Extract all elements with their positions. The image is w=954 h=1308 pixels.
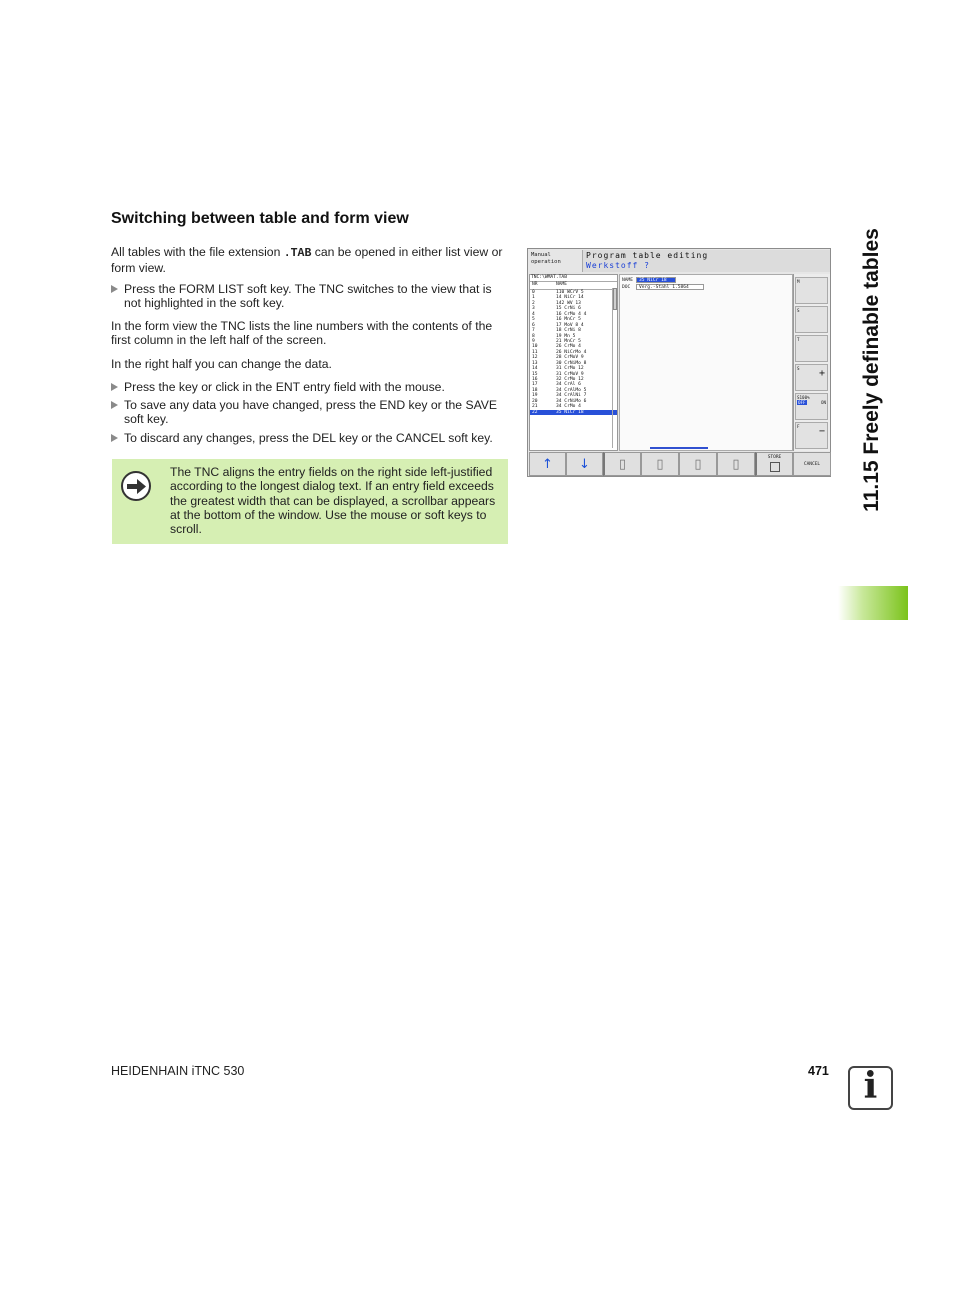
intro-text-before: All tables with the file extension: [111, 245, 284, 259]
row-name: 110 WCrV 5: [556, 290, 584, 295]
program-title: [582, 250, 830, 272]
page-up-icon: ▯: [694, 457, 702, 472]
form-panel: [619, 274, 793, 451]
tnc-screenshot: [527, 248, 831, 477]
bullet-triangle-icon: [111, 285, 118, 293]
bullet-text: Press the key or click in the ENT entry field with the mouse.: [124, 380, 445, 394]
side-label-off: OFF: [798, 400, 806, 405]
row-nr: 22: [532, 409, 538, 415]
side-label-s: S: [797, 308, 800, 313]
title-line-1: Program table editing: [586, 251, 709, 260]
row-name: 26 CrMo 4: [556, 344, 581, 350]
footer-brand: HEIDENHAIN iTNC 530: [111, 1064, 245, 1078]
row-name: 15 CrNi 6: [556, 306, 581, 312]
side-key-f-minus[interactable]: [795, 422, 828, 449]
table-rows: [530, 290, 617, 415]
row-name: 34 CrMo 4: [556, 404, 581, 410]
minus-icon: −: [818, 426, 825, 437]
row-name: 35 NiCr 18: [556, 409, 584, 415]
row-name: 14 NiCr 14: [556, 295, 584, 301]
row-nr: 16: [532, 377, 538, 382]
side-key-s[interactable]: [795, 306, 828, 333]
form-view-paragraph: In the form view the TNC lists the line numbers with the contents of the first column in the left half of the screen.: [111, 319, 493, 348]
row-nr: 11: [532, 349, 538, 355]
vertical-scrollbar[interactable]: [612, 288, 618, 448]
softkey-cancel[interactable]: [793, 452, 831, 476]
bullet-triangle-icon: [111, 434, 118, 442]
field-name-input[interactable]: 35 NiCr 18: [636, 277, 676, 283]
file-extension: .TAB: [283, 247, 312, 260]
row-nr: 12: [532, 355, 538, 361]
softkey-page-begin[interactable]: [603, 452, 641, 476]
row-nr: 20: [532, 398, 538, 404]
right-half-paragraph: In the right half you can change the data.: [111, 357, 332, 371]
row-name: 30 CrNiMo 8: [556, 360, 587, 366]
bullet-item-ent: [111, 380, 509, 394]
col-name: NAME: [556, 282, 568, 287]
row-nr: 18: [532, 387, 538, 393]
row-nr: 8: [532, 333, 535, 339]
row-name: 31 CrMoV 9: [556, 371, 584, 377]
mode-label: [529, 250, 581, 272]
store-label: STORE: [767, 455, 782, 460]
row-name: 34 CrAlNi 7: [556, 393, 587, 399]
note-text: The TNC aligns the entry fields on the right side left-justified according to the longest dialog text. If an entry field exceeds the greatest width that can be displayed, a scrollbar appears at the bottom of the window. Use the mouse or soft keys to scroll.: [170, 465, 496, 537]
row-nr: 9: [532, 338, 535, 344]
row-nr: 2: [532, 300, 535, 306]
row-nr: 15: [532, 371, 538, 377]
save-disk-icon: [770, 462, 780, 472]
side-key-spindle[interactable]: [795, 393, 828, 420]
softkey-page-down[interactable]: [717, 452, 755, 476]
row-name: 16 MnCr 5: [556, 317, 581, 323]
bullet-item-cancel: [111, 431, 509, 445]
row-nr: 14: [532, 366, 538, 372]
row-name: 34 CrAl 6: [556, 382, 581, 388]
bullet-text: Press the FORM LIST soft key. The TNC switches to the view that is not highlighted in the soft key.: [124, 282, 492, 311]
softkey-page-up[interactable]: [679, 452, 717, 476]
plus-icon: +: [818, 368, 825, 379]
side-softkeys: [793, 274, 830, 451]
bullet-text: To discard any changes, press the DEL key or the CANCEL soft key.: [124, 431, 493, 445]
row-nr: 10: [532, 344, 538, 350]
row-name: 34 CrNiMo 6: [556, 398, 587, 404]
mode-line-1: Manual: [531, 252, 551, 258]
chapter-sidebar: [836, 200, 908, 540]
cancel-label: CANCEL: [803, 462, 821, 467]
col-nr: NR: [532, 282, 538, 287]
side-label-on: ON: [820, 400, 826, 405]
bullet-item-save: [111, 398, 509, 427]
file-path: TNC:\WMAT.TAB: [531, 275, 567, 280]
bullet-triangle-icon: [111, 401, 118, 409]
page-begin-icon: ▯: [618, 457, 627, 472]
scroll-thumb[interactable]: [613, 288, 617, 310]
bullet-triangle-icon: [111, 383, 118, 391]
title-line-2: Werkstoff ?: [586, 261, 650, 270]
softkey-down[interactable]: [566, 452, 603, 476]
horizontal-scrollbar[interactable]: [650, 447, 708, 449]
intro-paragraph: [111, 245, 509, 276]
softkey-bar: [529, 452, 831, 476]
row-name: 16 CrMo 4 4: [556, 311, 587, 317]
side-key-m[interactable]: [795, 277, 828, 304]
bullet-item-form-list: [111, 282, 509, 311]
row-name: 32 CrMo 12: [556, 377, 584, 382]
row-nr: 13: [532, 360, 538, 366]
list-panel: [529, 274, 618, 451]
column-header: [530, 281, 617, 290]
side-label-m: M: [797, 279, 800, 284]
section-heading: Switching between table and form view: [111, 210, 409, 227]
row-nr: 17: [532, 382, 538, 388]
field-name-label: NAME: [622, 278, 634, 283]
arrow-right-icon: [121, 471, 151, 501]
row-name: 21 MnCr 5: [556, 338, 581, 344]
table-row[interactable]: [530, 410, 617, 415]
row-nr: 5: [532, 317, 535, 323]
softkey-store[interactable]: [755, 452, 793, 476]
side-key-t[interactable]: [795, 335, 828, 362]
page-down-icon: ▯: [732, 457, 740, 472]
row-name: 17 MoV 8 4: [556, 322, 584, 328]
row-name: 142 WV 13: [556, 300, 581, 306]
field-doc-input[interactable]: Verg.-Stahl 1.5864: [636, 284, 704, 290]
row-nr: 7: [532, 328, 535, 334]
row-name: 31 CrMo 12: [556, 366, 584, 372]
arrow-down-icon: ↓: [579, 457, 590, 472]
side-label-s2: S: [797, 366, 800, 371]
row-nr: 4: [532, 311, 535, 317]
bullet-text: To save any data you have changed, press the END key or the SAVE soft key.: [124, 398, 498, 427]
row-name: 34 CrAlMo 5: [556, 387, 587, 393]
row-nr: 1: [532, 295, 535, 301]
row-nr: 21: [532, 404, 538, 410]
row-name: 19 Mn 5: [556, 333, 576, 339]
row-name: 28 CrMoV 9: [556, 355, 584, 361]
side-label-f: F: [797, 424, 800, 429]
intro-text-after: can be opened in either list view or form view.: [111, 245, 503, 276]
info-icon: [848, 1066, 893, 1110]
mode-line-2: operation: [531, 258, 561, 265]
side-label-t: T: [797, 337, 800, 342]
side-label-s100: S100%: [797, 395, 810, 400]
chapter-tab: [838, 586, 908, 620]
row-nr: 19: [532, 393, 538, 399]
row-nr: 6: [532, 322, 535, 328]
row-name: 26 NiCrMo 4: [556, 349, 587, 355]
side-key-s-plus[interactable]: [795, 364, 828, 391]
softkey-page-end[interactable]: [641, 452, 679, 476]
row-nr: 3: [532, 306, 535, 312]
chapter-title: 11.15 Freely definable tables: [860, 228, 883, 512]
softkey-up[interactable]: [529, 452, 566, 476]
info-glyph: i: [863, 1065, 878, 1107]
row-nr: 0: [532, 290, 535, 295]
note-box: [112, 459, 508, 544]
page-number: 471: [808, 1064, 829, 1078]
row-name: 18 CrNi 8: [556, 328, 581, 334]
field-doc-label: DOC: [622, 285, 631, 290]
arrow-up-icon: ↑: [542, 457, 553, 472]
page-end-icon: ▯: [656, 457, 664, 472]
